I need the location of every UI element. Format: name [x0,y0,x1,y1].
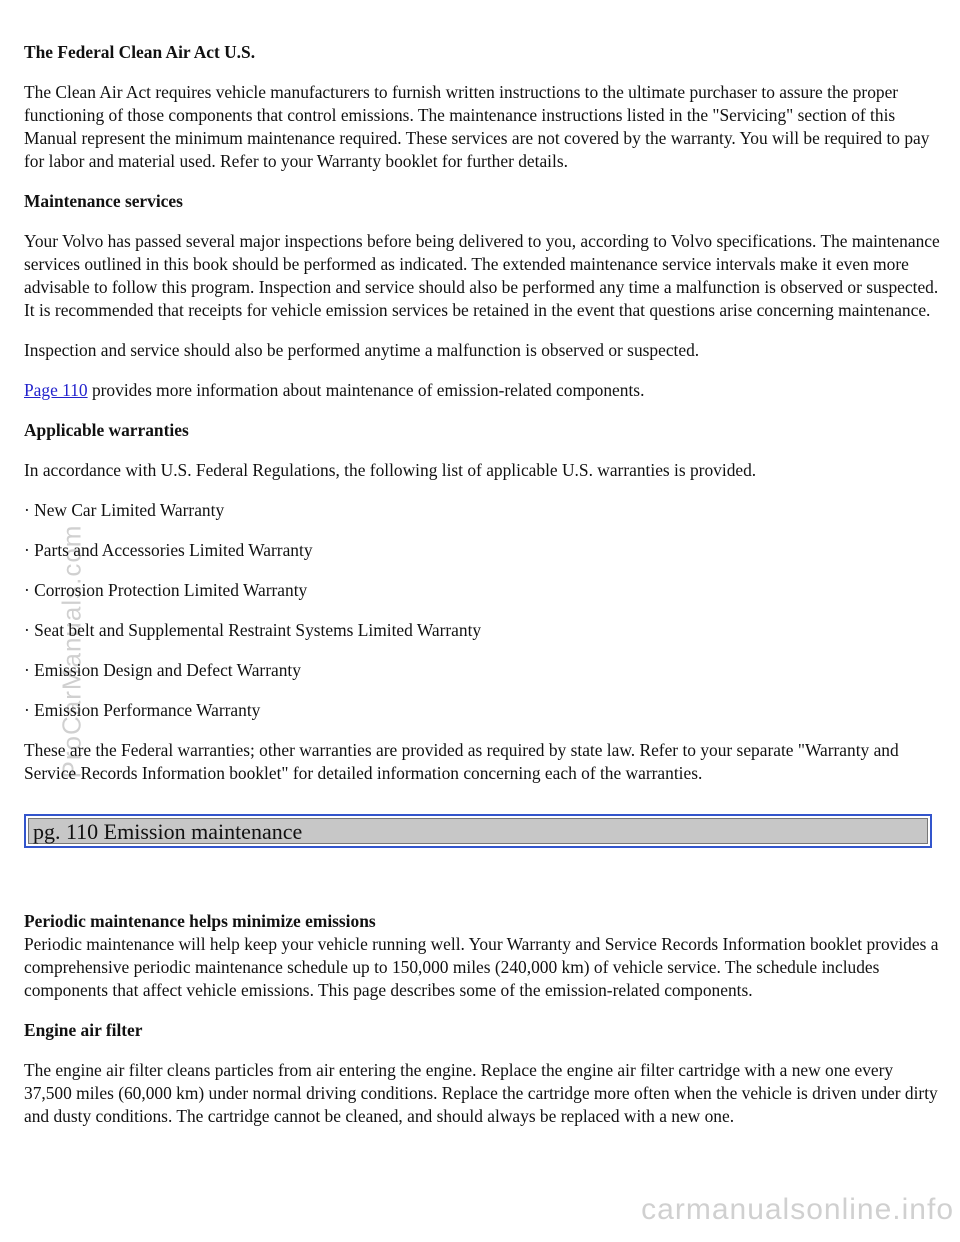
page-content-top [24,41,940,802]
paragraph-engine-air-filter: The engine air filter cleans particles from air entering the engine. Replace the engine air filter cartridge with a new one every 37,500 miles (60,000 km) under normal driving conditions. Replace the cartridge more often when the vehicle is driven under dirty and dusty conditions. The cartridge cannot be cleaned, and should always be replaced with a new one. [24,1060,938,1126]
list-item: · New Car Limited Warranty [24,500,225,520]
page-link-rest: provides more information about maintenance of emission-related components. [87,380,645,400]
list-item: · Emission Performance Warranty [24,700,261,720]
list-item: · Parts and Accessories Limited Warranty [24,540,313,560]
list-item: · Seat belt and Supplemental Restraint Systems Limited Warranty [24,620,482,640]
paragraph-maintenance-services-1: Your Volvo has passed several major inspections before being delivered to you, according to Volvo specifications. The maintenance services outlined in this book should be performed as indicated. The extended maintenance service intervals make it even more advisable to follow this program. Inspection and service should also be performed any time a malfunction is observed or suspected. It is recommended that receipts for vehicle emission services be retained in the event that questions arise concerning maintenance. [24,231,940,320]
page-content-bottom [24,910,940,1145]
page-110-link[interactable]: Page 110 [24,380,88,400]
paragraph-warranties-intro: In accordance with U.S. Federal Regulations, the following list of applicable U.S. warranties is provided. [24,460,757,480]
heading-clean-air-act: The Federal Clean Air Act U.S. [24,42,256,62]
heading-maintenance-services: Maintenance services [24,191,183,211]
heading-engine-air-filter: Engine air filter [24,1020,143,1040]
list-item: · Emission Design and Defect Warranty [24,660,301,680]
watermark-bottom: carmanualsonline.info [641,1193,954,1226]
paragraph-warranties-outro: These are the Federal warranties; other warranties are provided as required by state law. Refer to your separate "Warranty and Service Records Information booklet" for detailed information concerning each of the warranties. [24,740,899,783]
watermark-left: ProCarManuals.com [56,524,87,779]
paragraph-periodic-maintenance: Periodic maintenance will help keep your vehicle running well. Your Warranty and Service Records Information booklet provides a comprehensive periodic maintenance schedule up to 150,000 miles (240,000 km) of vehicle service. The schedule includes components that affect vehicle emissions. This page describes some of the emission-related components. [24,934,939,1000]
warranty-list [24,499,940,722]
heading-applicable-warranties: Applicable warranties [24,420,189,440]
paragraph-page-link [24,379,940,402]
heading-periodic-maintenance: Periodic maintenance helps minimize emissions [24,911,376,931]
paragraph-maintenance-services-2: Inspection and service should also be performed anytime a malfunction is observed or suspected. [24,340,700,360]
paragraph-clean-air-act: The Clean Air Act requires vehicle manufacturers to furnish written instructions to the ultimate purchaser to assure the proper functioning of those components that control emissions. The maintenance instructions listed in the "Servicing" section of this Manual represent the minimum maintenance required. These services are not covered by the warranty. You will be required to pay for labor and material used. Refer to your Warranty booklet for further details. [24,82,930,171]
list-item: · Corrosion Protection Limited Warranty [24,580,308,600]
section-header-bar [24,814,932,848]
section-header-label: pg. 110 Emission maintenance [28,818,928,844]
